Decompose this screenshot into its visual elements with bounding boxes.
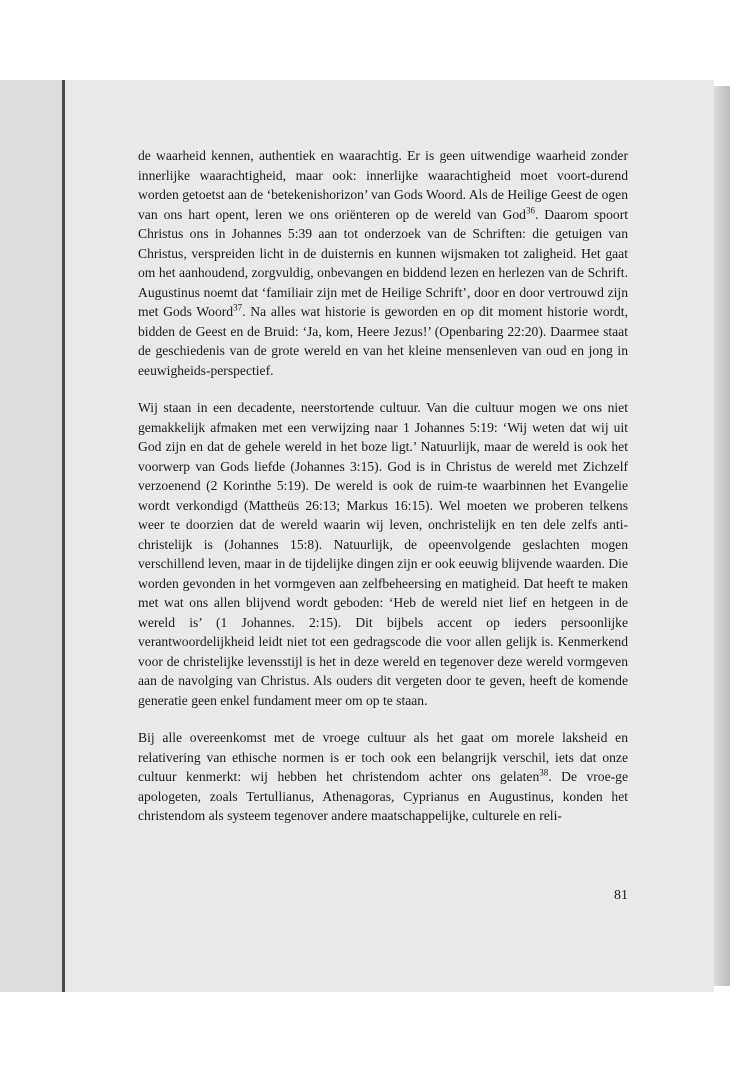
paragraph-text: . De vroe-ge apologeten, zoals Tertullianus, Athenagoras, Cyprianus en Augustinus, konden het christendom als systeem tegenover andere maatschappelijke, culturele en reli- (138, 769, 628, 823)
paragraph-text: de waarheid kennen, authentiek en waarachtig. Er is geen uitwendige waarheid zonder innerlijke waarachtigheid, maar ook: innerlijke waarachtigheid moet voort-durend worden getoetst aan de ‘betekenishorizon’ van Gods Woord. Als de Heilige Geest de ogen van ons hart opent, leren we ons oriënteren op de wereld van God (138, 148, 628, 222)
paragraph-2 (138, 398, 628, 710)
paragraph-text: Wij staan in een decadente, neerstortende cultuur. Van die cultuur mogen we ons niet gemakkelijk afmaken met een verwijzing naar 1 Johannes 5:19: ‘Wij weten dat wij uit God zijn en dat de gehele wereld in het boze ligt.’ Natuurlijk, maar de wereld is ook het voorwerp van Gods liefde (Johannes 3:15). God is in Christus de wereld met Zichzelf verzoenend (2 Korinthe 5:19). De wereld is ook de ruim-te waarbinnen het Evangelie wordt verkondigd (Mattheüs 26:13; Markus 16:15). Wel moeten we proberen telkens weer te doorzien dat de wereld waarin wij leven, onchristelijk en ten dele zelfs anti-christelijk is (Johannes 15:8). Natuurlijk, de opeenvolgende geslachten mogen verschillend leven, maar in de tijdelijke dingen zijn er ook eeuwig blijvende waarden. Die worden gevonden in het vormgeven aan zelfbeheersing en matigheid. Dat heeft te maken met wat ons allen blijvend wordt geboden: ‘Heb de wereld niet lief en hetgeen in de wereld is’ (1 Johannes. 2:15). Dit bijbels accent op ieders persoonlijke verantwoordelijkheid leidt niet tot een gedragscode die voor allen gelijk is. Kenmerkend voor de christelijke levensstijl is het in deze wereld en tegenover deze wereld vormgeven aan de navolging van Christus. Als ouders dit vergeten door te geven, heeft de komende generatie geen enkel fundament meer om op te staan. (138, 400, 628, 708)
paragraph-3 (138, 728, 628, 826)
paragraph-text: . Daarom spoort Christus ons in Johannes 5:39 aan tot onderzoek van de Schriften: die getuigen van Christus, verspreiden licht in de duisternis en kunnen wijsmaken tot zaligheid. Het gaat om het aanhoudend, zorgvuldig, onbevangen en biddend lezen en herlezen van de Schrift. Augustinus noemt dat ‘familiair zijn met de Heilige Schrift’, door en door vertrouwd zijn met Gods Woord (138, 206, 628, 319)
paragraph-text: . Na alles wat historie is geworden en op dit moment historie wordt, bidden de Geest en de Bruid: ‘Ja, kom, Heere Jezus!’ (Openbaring 22:20). Daarmee staat de geschiedenis van de grote wereld en van het kleine mensenleven van oud en jong in eeuwigheids-perspectief. (138, 304, 628, 378)
left-page-edge (0, 80, 62, 992)
paragraph-1 (138, 146, 628, 380)
body-text (138, 146, 628, 844)
page-stack-edge (714, 86, 730, 986)
page-number: 81 (614, 888, 628, 903)
footnote-ref-37: 37 (233, 302, 243, 313)
footnote-ref-38: 38 (539, 767, 549, 778)
paragraph-text: Bij alle overeenkomst met de vroege cultuur als het gaat om morele laksheid en relativering van ethische normen is er toch ook een belangrijk verschil, iets dat onze cultuur kenmerkt: wij hebben het christendom achter ons gelaten (138, 730, 628, 784)
footnote-ref-36: 36 (525, 204, 535, 215)
